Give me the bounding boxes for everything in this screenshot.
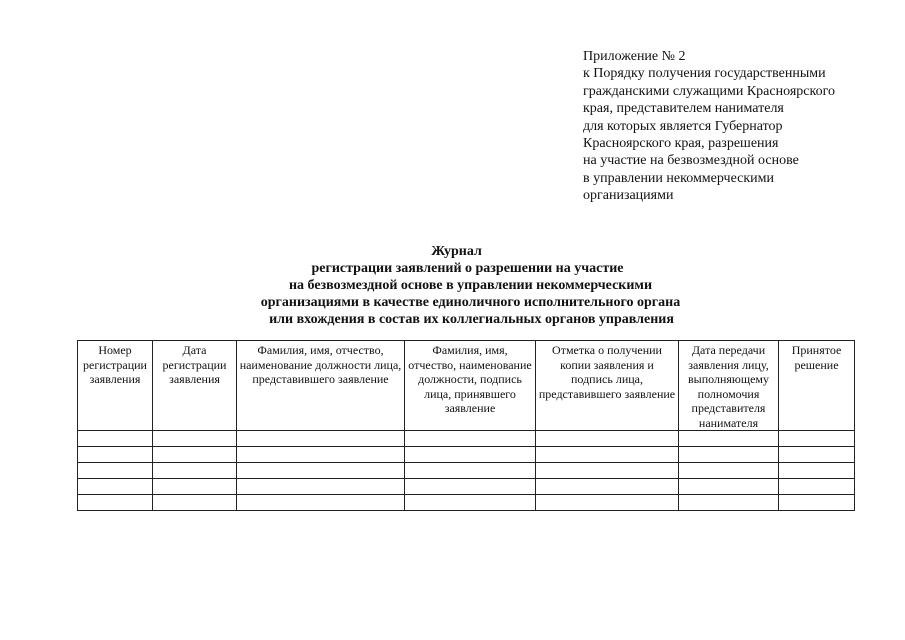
table-cell: [779, 463, 855, 479]
table-cell: [679, 479, 779, 495]
title-line: на безвозмездной основе в управлении некоммерческими: [288, 278, 653, 293]
table-cell: [679, 447, 779, 463]
table-cell: [405, 463, 536, 479]
appendix-line: организациями: [583, 188, 674, 204]
table-cell: [153, 431, 237, 447]
title-line: или вхождения в состав их коллегиальных органов управления: [269, 312, 674, 327]
column-header-copy-receipt-mark: Отметка о получении копии заявления и подпись лица, представившего заявление: [536, 341, 679, 431]
table-cell: [237, 463, 405, 479]
table-cell: [405, 479, 536, 495]
table-cell: [536, 431, 679, 447]
appendix-line: гражданскими служащими Красноярского: [583, 83, 835, 99]
title-line: организациями в качестве единоличного исполнительного органа: [260, 295, 681, 310]
column-header-decision: Принятое решение: [779, 341, 855, 431]
column-header-receiver-name: Фамилия, имя, отчество, наименование должности, подпись лица, принявшего заявление: [405, 341, 536, 431]
table-cell: [78, 463, 153, 479]
table-header-row: [78, 341, 855, 431]
table-cell: [78, 495, 153, 511]
column-header-registration-number: Номер регистрации заявления: [78, 341, 153, 431]
table-cell: [679, 495, 779, 511]
column-header-transfer-date: Дата передачи заявления лицу, выполняющему полномочия представителя нанимателя: [679, 341, 779, 431]
column-header-applicant-name: Фамилия, имя, отчество, наименование должности лица, представившего заявление: [237, 341, 405, 431]
appendix-line: Приложение № 2: [583, 49, 686, 64]
table-cell: [536, 463, 679, 479]
title-line: регистрации заявлений о разрешении на участие: [311, 261, 624, 276]
registration-journal-table: [77, 340, 855, 511]
table-cell: [153, 447, 237, 463]
table-cell: [153, 495, 237, 511]
table-row: [78, 463, 855, 479]
table-cell: [153, 479, 237, 495]
appendix-line: для которых является Губернатор: [583, 118, 783, 134]
appendix-line: к Порядку получения государственными: [583, 66, 826, 82]
table-cell: [78, 431, 153, 447]
appendix-line: края, представителем нанимателя: [583, 101, 784, 117]
table-cell: [405, 431, 536, 447]
appendix-line: Красноярского края, разрешения: [583, 136, 779, 152]
table-cell: [779, 479, 855, 495]
table-row: [78, 495, 855, 511]
journal-title: [0, 243, 905, 328]
table-row: [78, 447, 855, 463]
appendix-line: на участие на безвозмездной основе: [583, 153, 799, 169]
table-cell: [78, 479, 153, 495]
table-cell: [679, 431, 779, 447]
table-cell: [779, 431, 855, 447]
table-cell: [237, 479, 405, 495]
table-cell: [237, 447, 405, 463]
table-cell: [536, 447, 679, 463]
appendix-reference: [583, 48, 883, 205]
table-cell: [779, 495, 855, 511]
appendix-line: в управлении некоммерческими: [583, 170, 774, 186]
table-cell: [153, 463, 237, 479]
table-cell: [237, 431, 405, 447]
title-line: Журнал: [431, 244, 482, 259]
table-cell: [536, 479, 679, 495]
table-row: [78, 431, 855, 447]
column-header-registration-date: Дата регистрации заявления: [153, 341, 237, 431]
table-cell: [679, 463, 779, 479]
table-cell: [237, 495, 405, 511]
table-row: [78, 479, 855, 495]
table-cell: [779, 447, 855, 463]
table-cell: [78, 447, 153, 463]
table-cell: [536, 495, 679, 511]
table-cell: [405, 495, 536, 511]
table-cell: [405, 447, 536, 463]
